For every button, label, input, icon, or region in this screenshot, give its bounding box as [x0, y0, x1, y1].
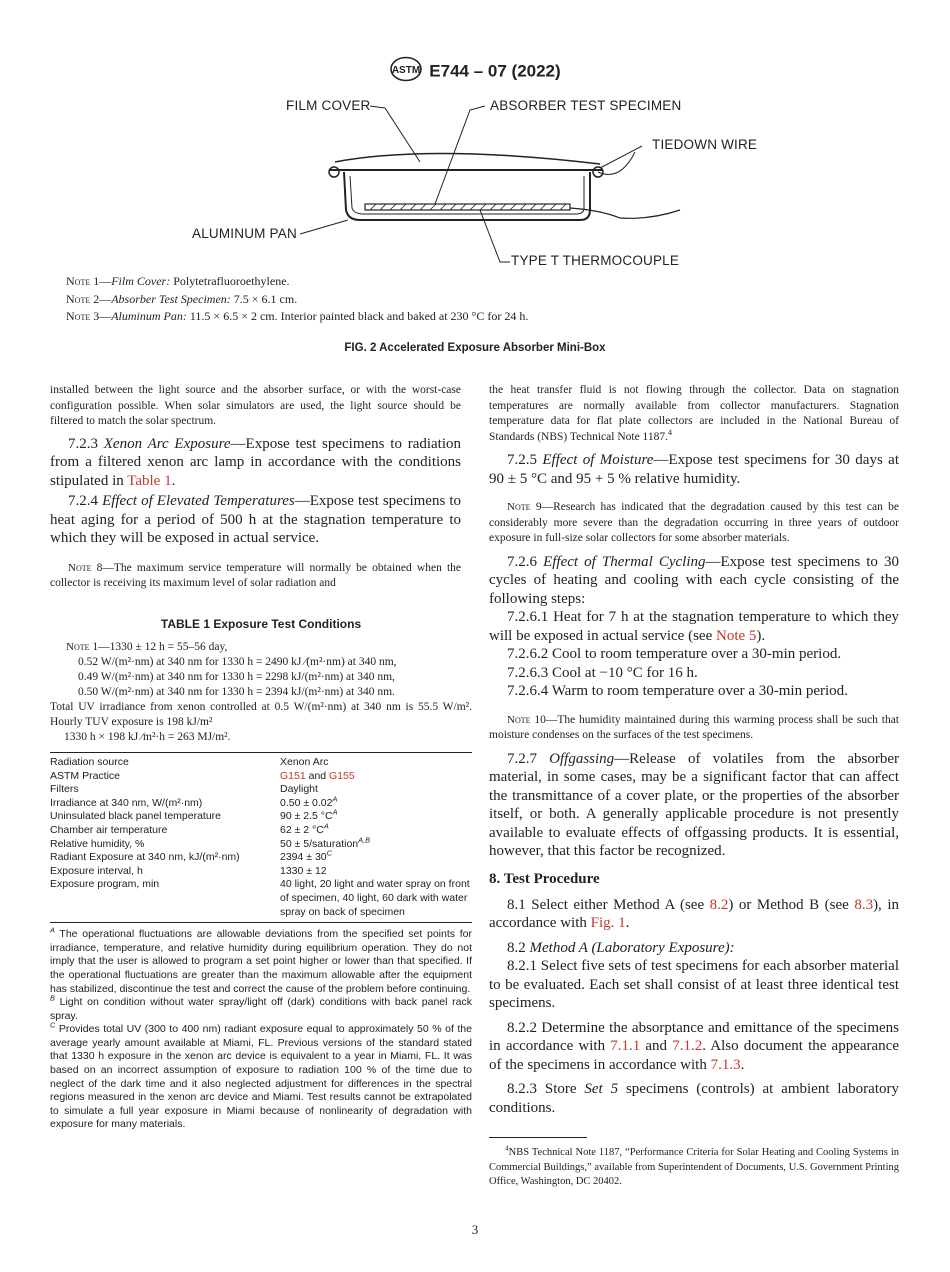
astm-logo-icon: [389, 56, 423, 87]
label-thermocouple: TYPE T THERMOCOUPLE: [511, 253, 680, 268]
table-note-line: Total UV irradiance from xenon controlled at 0.5 W/(m²·nm) at 340 nm is 55.5 W/m². Hourly TUV exposure is 198 kJ/m²: [50, 701, 472, 728]
link-7-1-2[interactable]: 7.1.2: [672, 1038, 703, 1054]
table-footnote-a: $^A$ The operational fluctuations are allowable deviations from the specified set points for irradiance, temperature, and relative humidity during equilibrium operation. They do not imply that the user is allowed to program a set point higher or lower than that specified. If the operational fluctuations are greater than the maximum allowable after the equipment has stabilized, discontinue the test and correct the cause of the problem before continuing.: [50, 925, 472, 995]
link-8-2[interactable]: 8.2: [709, 896, 729, 913]
figure-notes: [66, 273, 906, 326]
footnote-4: $^4$NBS Technical Note 1187, “Performance Criteria for Solar Heating and Cooling Systems in Commercial Buildings,” available from Superintendent of Documents, U.S. Government Printing Office, Washington, DC 20402.: [489, 1143, 899, 1187]
figure-note: Note 1—Film Cover: Polytetrafluoroethylene.: [66, 274, 290, 288]
table-row: Relative humidity, % 50 ± 5/saturation$^{A,B}$: [50, 835, 370, 850]
section-8-1: 8.1 Select either Method A (see 8.2) or Method B (see 8.3), in accordance with Fig. 1.: [489, 896, 899, 931]
table-note-line: Note 1—1330 ± 12 h = 55–56 day,: [66, 641, 228, 653]
table-note-line: 0.49 W/(m²·nm) at 340 nm for 1330 h = 2298 kJ/(m²·nm) at 340 nm,: [78, 671, 395, 683]
standard-designation: E744 – 07 (2022): [429, 61, 561, 81]
footnote-rule: [489, 1137, 587, 1138]
table-note-line: 0.52 W/(m²·nm) at 340 nm for 1330 h = 2490 kJ ⁄(m²·nm) at 340 nm,: [78, 656, 397, 668]
section-7-2-4: 7.2.4 Effect of Elevated Temperatures—Expose test specimens to heat aging for a period of 500 h at the stagnation temperature to which they will be exposed in actual service.: [50, 493, 462, 546]
right-column: [489, 383, 899, 1117]
table-row: Chamber air temperature 62 ± 2 $^\circ C^A$: [50, 821, 329, 836]
table-row: Uninsulated black panel temperature 90 ± 2.5 $^\circ C^A$: [50, 807, 338, 823]
section-7-2-6: 7.2.6 Effect of Thermal Cycling—Expose test specimens to 30 cycles of heating and cooling with each cycle consisting of the following steps:: [489, 553, 900, 607]
link-7-1-1[interactable]: 7.1.1: [610, 1038, 641, 1054]
table-1-notes: [50, 640, 472, 745]
table-footnote-c: $^C$ Provides total UV (300 to 400 nm) radiant exposure equal to approximately 50 % of the average yearly amount available at Miami, FL. Previous versions of the standard stated that 1330 h exposure in the xenon arc device is equivalent to a year in Miami, FL. It was based on an incorrect assumption of exposure to radiation 100 % of the time due to neglect of the dark time and it also neglected adjustment for differences in the spectral regions measured in the xenon arc device and Miami. Test results cannot be extrapolated to simulate a full year exposure in Miami because of nonlinearity of degradation with exposure for many materials.: [50, 1020, 472, 1131]
note-8: Note 8—The maximum service temperature will normally be obtained when the collector is receiving its maximum level of solar radiation and: [50, 561, 462, 589]
left-column: [50, 383, 461, 592]
table-row: Filters Daylight: [50, 783, 318, 796]
section-7-2-6-1: 7.2.6.1 Heat for 7 h at the stagnation temperature to which they will be exposed in actual service (see Note 5).: [489, 609, 899, 644]
figure-caption: FIG. 2 Accelerated Exposure Absorber Mini-Box: [344, 342, 606, 354]
fig-1-link[interactable]: Fig. 1: [590, 915, 626, 931]
note-5-link[interactable]: Note 5: [716, 627, 757, 644]
section-8-2: 8.2 Method A (Laboratory Exposure):: [507, 939, 735, 956]
continued-paragraph: installed between the light source and the absorber surface, or with the worst-case configuration possible. When solar simulators are used, the light source should be filtered to match the solar spectrum.: [50, 384, 461, 427]
section-7-2-6-2: 7.2.6.2 Cool to room temperature over a 30-min period.: [507, 646, 842, 662]
table-note-line: 0.50 W/(m²·nm) at 340 nm for 1330 h = 2394 kJ/(m²·nm) at 340 nm.: [78, 686, 395, 698]
section-7-2-5: 7.2.5 Effect of Moisture—Expose test specimens for 30 days at 90 ± 5 °C and 95 + 5 % relative humidity.: [489, 452, 900, 487]
table-row: Exposure program, min 40 light, 20 light and water spray on front of specimen, 40 light, 60 dark with water spray on back of specimen: [50, 878, 470, 918]
table-footnote-b: $^B$ Light on condition without water spray/light off (dark) conditions with back panel rack spray.: [50, 993, 472, 1022]
section-7-2-6-4: 7.2.6.4 Warm to room temperature over a 30-min period.: [507, 683, 848, 699]
section-7-2-7: 7.2.7 Offgassing—Release of volatiles from the absorber material, in some cases, may be a significant factor that can affect the transmittance of a cover plate, or the properties of the absorber itself, or both. A generally applicable procedure is not presently available to evaluate effects of offgassing products. It is essential, however, that this factor be recognized.: [489, 750, 899, 859]
table-row: Irradiance at 340 nm, W/(m²·nm) $0.50 \pm 0.02^A$: [50, 794, 338, 809]
g155-link[interactable]: G155: [329, 769, 355, 782]
note-10: Note 10—The humidity maintained during this warming process shall be such that moisture condenses on the surfaces of the test specimens.: [489, 713, 899, 741]
table-row: Radiation source Xenon Arc: [50, 756, 329, 768]
link-8-3[interactable]: 8.3: [854, 896, 874, 913]
svg-text:ASTM: ASTM: [392, 65, 421, 76]
page-number: 3: [471, 1222, 479, 1237]
table-1-link[interactable]: Table 1: [127, 472, 172, 489]
figure-note: Note 3—Aluminum Pan: 11.5 × 6.5 × 2 cm. Interior painted black and baked at 230 °C for 24 h.: [66, 309, 529, 323]
table-1: [50, 752, 472, 1132]
section-8-2-3: 8.2.3 Store Set 5 specimens (controls) at ambient laboratory conditions.: [489, 1081, 899, 1116]
figure-2-drawing: [180, 92, 758, 272]
g151-link[interactable]: G151: [280, 769, 306, 782]
label-film-cover: FILM COVER: [286, 98, 371, 113]
table-note-line: 1330 h × 198 kJ ⁄m²·h = 263 MJ/m².: [64, 731, 231, 743]
continued-paragraph-right: the heat transfer fluid is not flowing through the collector. Data on stagnation temperatures are normally available from collector manufacturers. Stagnation temperature data for flat plate collectors are included in the National Bureau of Standards (NBS) Technical Note 1187.$^4$: [489, 384, 899, 443]
label-tiedown-wire: TIEDOWN WIRE: [652, 137, 758, 152]
table-row: Exposure interval, h 1330 ± 12: [50, 864, 327, 877]
section-8-2-1: 8.2.1 Select five sets of test specimens for each absorber material to be evaluated. Each set shall consist of at least three identical test specimens.: [489, 958, 899, 1011]
table-row: ASTM Practice G151 and G155: [50, 769, 355, 782]
label-absorber-specimen: ABSORBER TEST SPECIMEN: [490, 98, 682, 113]
minibox-diagram: [180, 92, 700, 272]
page-header: [0, 56, 950, 87]
section-8-heading: 8. Test Procedure: [489, 870, 600, 887]
link-7-1-3[interactable]: 7.1.3: [710, 1056, 741, 1073]
table-1-title: TABLE 1 Exposure Test Conditions: [160, 617, 362, 631]
note-9: Note 9—Research has indicated that the degradation caused by this test can be considerably more severe than the degradation occurring in three years of outdoor exposure in full-size solar collectors for some absorber materials.: [489, 501, 899, 544]
section-8-2-2: 8.2.2 Determine the absorptance and emittance of the specimens in accordance with 7.1.1 and 7.1.2. Also document the appearance of the specimens in accordance with 7.1.3.: [489, 1019, 899, 1073]
table-row: Radiant Exposure at 340 nm, kJ/(m²·nm) $2394 \pm 30^C$: [50, 848, 332, 864]
section-7-2-6-3: 7.2.6.3 Cool at −10 °C for 16 h.: [507, 664, 698, 681]
figure-note: Note 2—Absorber Test Specimen: 7.5 × 6.1 cm.: [66, 291, 298, 306]
section-7-2-3: 7.2.3 Xenon Arc Exposure—Expose test specimens to radiation from a filtered xenon arc lamp in accordance with the conditions stipulated in Table 1.: [50, 435, 462, 489]
label-aluminum-pan: ALUMINUM PAN: [192, 226, 297, 241]
